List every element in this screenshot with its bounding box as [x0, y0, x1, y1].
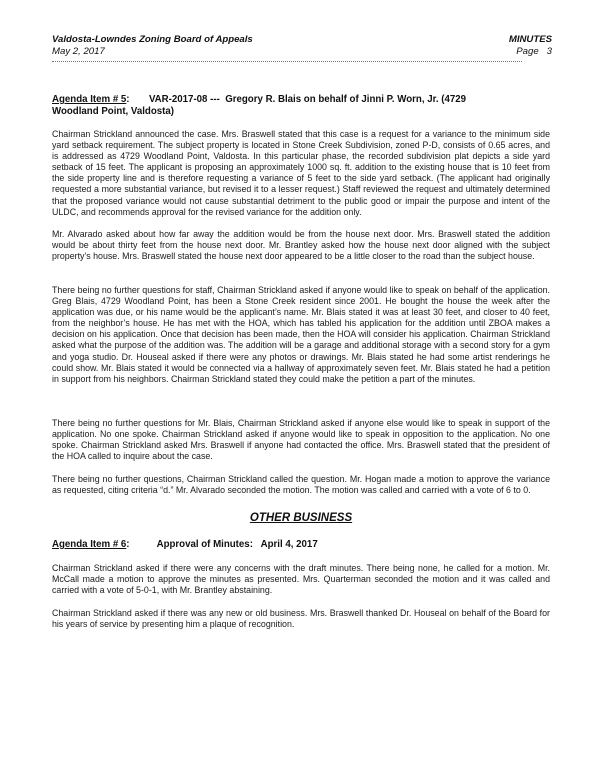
page-number: Page 3 [516, 45, 552, 57]
organization-name: Valdosta-Lowndes Zoning Board of Appeals [52, 34, 253, 45]
paragraph: There being no further questions, Chairman Strickland called the question. Mr. Hogan made a motion to approve the variance as requested, citing criteria “d.” Mr. Alvarado seconded the motion. The motion was called and carried with a vote of 6 to 0. [52, 474, 550, 496]
meeting-date: May 2, 2017 [52, 45, 105, 57]
agenda-item-title: Approval of Minutes: April 4, 2017 [156, 539, 318, 550]
paragraph: There being no further questions for staff, Chairman Strickland asked if anyone would like to speak on behalf of the application. Greg Blais, 4729 Woodland Point, has been a Stone Creek resident since 2001. He bought the house the week after the application was due, or his name would be the applicant’s name. Mr. Blais stated it was at least 30 feet, and closer to 40 feet, from the neighbor’s house. He has met with the HOA, which has tabled his application for the addition until ZBOA makes a decision on his application. Once that decision has been made, then the HOA will consider his application. Chairman Strickland asked what the purpose of the addition was. The addition will be a garage and additional storage with a second story for a gym and yoga studio. Dr. Houseal asked if there were any photos or drawings. Mr. Blais stated he had some artist renderings he could show. Mr. Blais stated it would be connected via a hallway of approximately seven feet. Mr. Blais stated he had a petition in support from his neighbors. Chairman Strickland stated they could make the petition a part of the minutes. [52, 285, 550, 384]
agenda-item-label: Agenda Item # 6 [52, 539, 127, 550]
paragraph: Mr. Alvarado asked about how far away the addition would be from the house next door. Mrs. Braswell stated the addition would be about thirty feet from the house next door. Mr. Brantley asked how the house next door aligned with the subject property’s house. Mrs. Braswell stated the house next door appeared to be a little closer to the road than the subject house. [52, 229, 550, 262]
paragraph: Chairman Strickland announced the case. Mrs. Braswell stated that this case is a request for a variance to the minimum side yard setback requirement. The subject property is located in Stone Creek Subdivision, zoned P-D, consists of 0.65 acres, and is addressed as 4729 Woodland Point, Valdosta. In this particular phase, the recorded subdivision plat depicts a side yard setback of 15 feet. The applicant is proposing an approximately 1000 sq. ft. addition to the existing house that is 10 feet from the side property line and is therefore requesting a variance of 5 feet to the side yard setback. (The applicant had originally requested a more substantial variance, but revised it to a lesser request.) Staff reviewed the request and ultimately determined that the proposed variance would not cause substantial detriment to the public good or impair the purpose and intent of the ULDC, and recommends approval for the revised variance for the addition only. [52, 129, 550, 217]
agenda-item-label: Agenda Item # 5 [52, 94, 127, 105]
agenda-item-title: VAR-2017-08 --- Gregory R. Blais on behalf of Jinni P. Worn, Jr. (4729 [148, 94, 467, 105]
section-title-other-business: OTHER BUSINESS [249, 512, 353, 524]
header-divider [52, 61, 522, 62]
agenda-item-5-heading: Agenda Item # 5: VAR-2017-08 --- Gregory R. Blais on behalf of Jinni P. Worn, Jr. (4729 Woodland Point, Valdosta) [52, 94, 467, 117]
document-type: MINUTES [508, 34, 552, 45]
paragraph: Chairman Strickland asked if there was any new or old business. Mrs. Braswell thanked Dr. Houseal on behalf of the Board for his years of service by presenting him a plaque of recognition. [52, 608, 550, 630]
paragraph: Chairman Strickland asked if there were any concerns with the draft minutes. There being none, he called for a motion. Mr. McCall made a motion to approve the minutes as presented. Mrs. Quarterman seconded the motion and it was called and carried with a vote of 5-0-1, with Mr. Brantley abstaining. [52, 563, 550, 596]
agenda-item-title-cont: Woodland Point, Valdosta) [52, 105, 174, 117]
paragraph: There being no further questions for Mr. Blais, Chairman Strickland asked if anyone else would like to speak in support of the application. No one spoke. Chairman Strickland asked if anyone would like to speak in opposition to the application. No one spoke. Chairman Strickland asked Mrs. Braswell if anyone had contacted the office. Mrs. Braswell stated that the president of the HOA called to inquire about the case. [52, 418, 550, 462]
agenda-item-6-heading: Agenda Item # 6: Approval of Minutes: April 4, 2017 [52, 539, 318, 550]
